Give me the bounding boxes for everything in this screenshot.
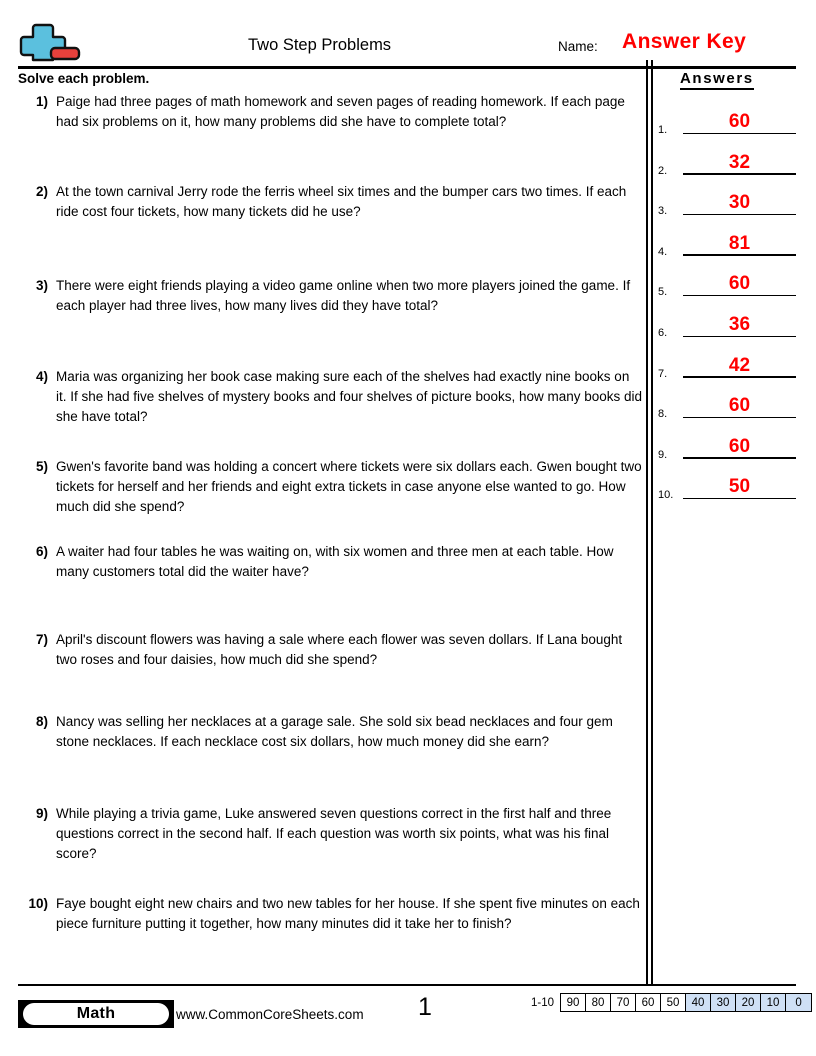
problem-item: [18, 457, 643, 517]
answer-value: 60: [728, 111, 751, 132]
problem-number: 8): [35, 714, 48, 729]
problem-text: A waiter had four tables he was waiting on, with six women and three men at each table. How many customers total did the waiter have?: [56, 544, 614, 579]
answer-row: [658, 192, 796, 218]
problem-text: Nancy was selling her necklaces at a garage sale. She sold six bead necklaces and four gem stone necklaces. If each necklace cost six dollars, how much money did she earn?: [56, 714, 613, 749]
answer-blank-line: [683, 498, 796, 500]
problem-text: There were eight friends playing a video game online when two more players joined the game. If each player had three lives, how many lives did they have total?: [56, 278, 631, 313]
answer-index: 9.: [658, 448, 668, 461]
grading-scale-cell: 40: [686, 994, 711, 1011]
grading-scale-cell: 20: [736, 994, 761, 1011]
answer-row: [658, 437, 796, 459]
column-divider: [646, 60, 653, 984]
answer-value: 30: [728, 192, 751, 214]
problem-text: At the town carnival Jerry rode the ferris wheel six times and the bumper cars two times. If each ride cost four tickets, how many tickets did he use?: [56, 184, 627, 219]
grading-scale: [529, 993, 812, 1012]
worksheet-header: [18, 22, 796, 64]
answer-blank-line: [683, 214, 796, 216]
answer-blank-line: [683, 376, 796, 378]
grading-scale-cell: 0: [786, 994, 811, 1011]
answer-value: 50: [728, 476, 751, 498]
problem-number: 6): [35, 544, 48, 559]
problem-text: Maria was organizing her book case making sure each of the shelves had exactly nine books on it. If she had five shelves of mystery books and four shelves of picture books, how many books did she have total?: [56, 369, 643, 424]
problem-item: [18, 92, 643, 132]
problem-item: [18, 542, 643, 582]
problem-item: [18, 804, 643, 864]
answer-index: 4.: [658, 245, 668, 258]
answer-row: [658, 356, 796, 378]
problem-number: 2): [35, 184, 48, 199]
problem-number: 5): [35, 459, 48, 474]
answer-row: [658, 315, 796, 337]
divider-line-right: [651, 60, 653, 984]
name-label: Name:: [558, 39, 598, 54]
problem-number: 10): [28, 896, 48, 911]
answer-blank-line: [683, 336, 796, 338]
answer-index: 7.: [658, 367, 668, 380]
answer-key-value: Answer Key: [622, 30, 747, 53]
problem-item: [18, 276, 643, 316]
grading-scale-cell: 10: [761, 994, 786, 1011]
answer-blank-line: [683, 417, 796, 419]
grading-scale-cell: 70: [611, 994, 636, 1011]
answer-value: 42: [728, 354, 751, 376]
header-divider: [18, 66, 796, 69]
subject-badge: [18, 1000, 174, 1028]
problem-number: 4): [35, 369, 48, 384]
problem-number: 3): [35, 278, 48, 293]
answer-index: 6.: [658, 327, 668, 339]
answer-blank-line: [683, 254, 796, 256]
answer-value: 32: [728, 151, 751, 173]
grading-scale-cell: 80: [586, 994, 611, 1011]
answer-index: 10.: [658, 489, 674, 502]
grading-scale-cells: [560, 993, 812, 1012]
answer-value: 60: [728, 395, 751, 417]
footer-divider: [18, 984, 796, 986]
problem-item: [18, 367, 643, 427]
divider-line-left: [646, 60, 648, 984]
problem-text: While playing a trivia game, Luke answered seven questions correct in the first half and three questions correct in the second half. If each question was worth six points, what was his final score?: [56, 806, 612, 861]
subject-badge-label: Math: [76, 1005, 116, 1022]
problem-item: [18, 182, 643, 222]
answer-value: 60: [728, 273, 751, 295]
answer-value: 36: [728, 314, 751, 335]
answer-row: [658, 112, 796, 134]
answer-value: 81: [728, 232, 751, 254]
grading-scale-range-label: 1-10: [531, 996, 555, 1009]
grading-scale-cell: 90: [561, 994, 586, 1011]
grading-scale-cell: 60: [636, 994, 661, 1011]
answer-row: [658, 273, 796, 299]
problem-text: April's discount flowers was having a sale where each flower was seven dollars. If Lana bought two roses and four daisies, how much did she spend?: [56, 632, 623, 667]
page-number: 1: [418, 993, 432, 1021]
instructions-text: Solve each problem.: [18, 71, 150, 86]
grading-scale-cell: 30: [711, 994, 736, 1011]
answer-index: 1.: [658, 124, 668, 136]
problem-text: Gwen's favorite band was holding a concert where tickets were six dollars each. Gwen bought two tickets for herself and her friends and eight extra tickets in case anyone else wanted to go. How much did she spend?: [56, 459, 642, 514]
answer-value: 60: [728, 435, 751, 457]
problem-item: [18, 894, 643, 934]
grading-scale-cell: 50: [661, 994, 686, 1011]
plus-minus-icon: [18, 22, 82, 64]
answer-row: [658, 234, 796, 256]
answer-row: [658, 395, 796, 421]
answer-index: 3.: [658, 205, 668, 218]
problem-number: 9): [35, 806, 48, 821]
problems-list: [18, 92, 643, 982]
answers-heading: Answers: [680, 70, 754, 90]
problem-text: Faye bought eight new chairs and two new tables for her house. If she spent five minutes on each piece furniture putting it together, how many minutes did it take her to finish?: [56, 896, 640, 931]
site-url: www.CommonCoreSheets.com: [176, 1007, 364, 1022]
subject-badge-pill: [23, 1003, 169, 1025]
problem-text: Paige had three pages of math homework and seven pages of reading homework. If each page had six problems on it, how many problems did she have to complete total?: [56, 94, 625, 129]
answer-index: 8.: [658, 408, 668, 421]
answer-index: 5.: [658, 286, 668, 299]
answer-blank-line: [683, 457, 796, 459]
answer-row: [658, 476, 796, 502]
problem-item: [18, 630, 643, 670]
answer-row: [658, 153, 796, 175]
problem-item: [18, 712, 643, 752]
page-title: Two Step Problems: [248, 36, 392, 54]
problem-number: 7): [35, 632, 48, 647]
answer-index: 2.: [658, 164, 668, 177]
problem-number: 1): [35, 94, 48, 109]
answer-blank-line: [683, 295, 796, 297]
answer-blank-line: [683, 173, 796, 175]
answer-blank-line: [683, 133, 796, 135]
